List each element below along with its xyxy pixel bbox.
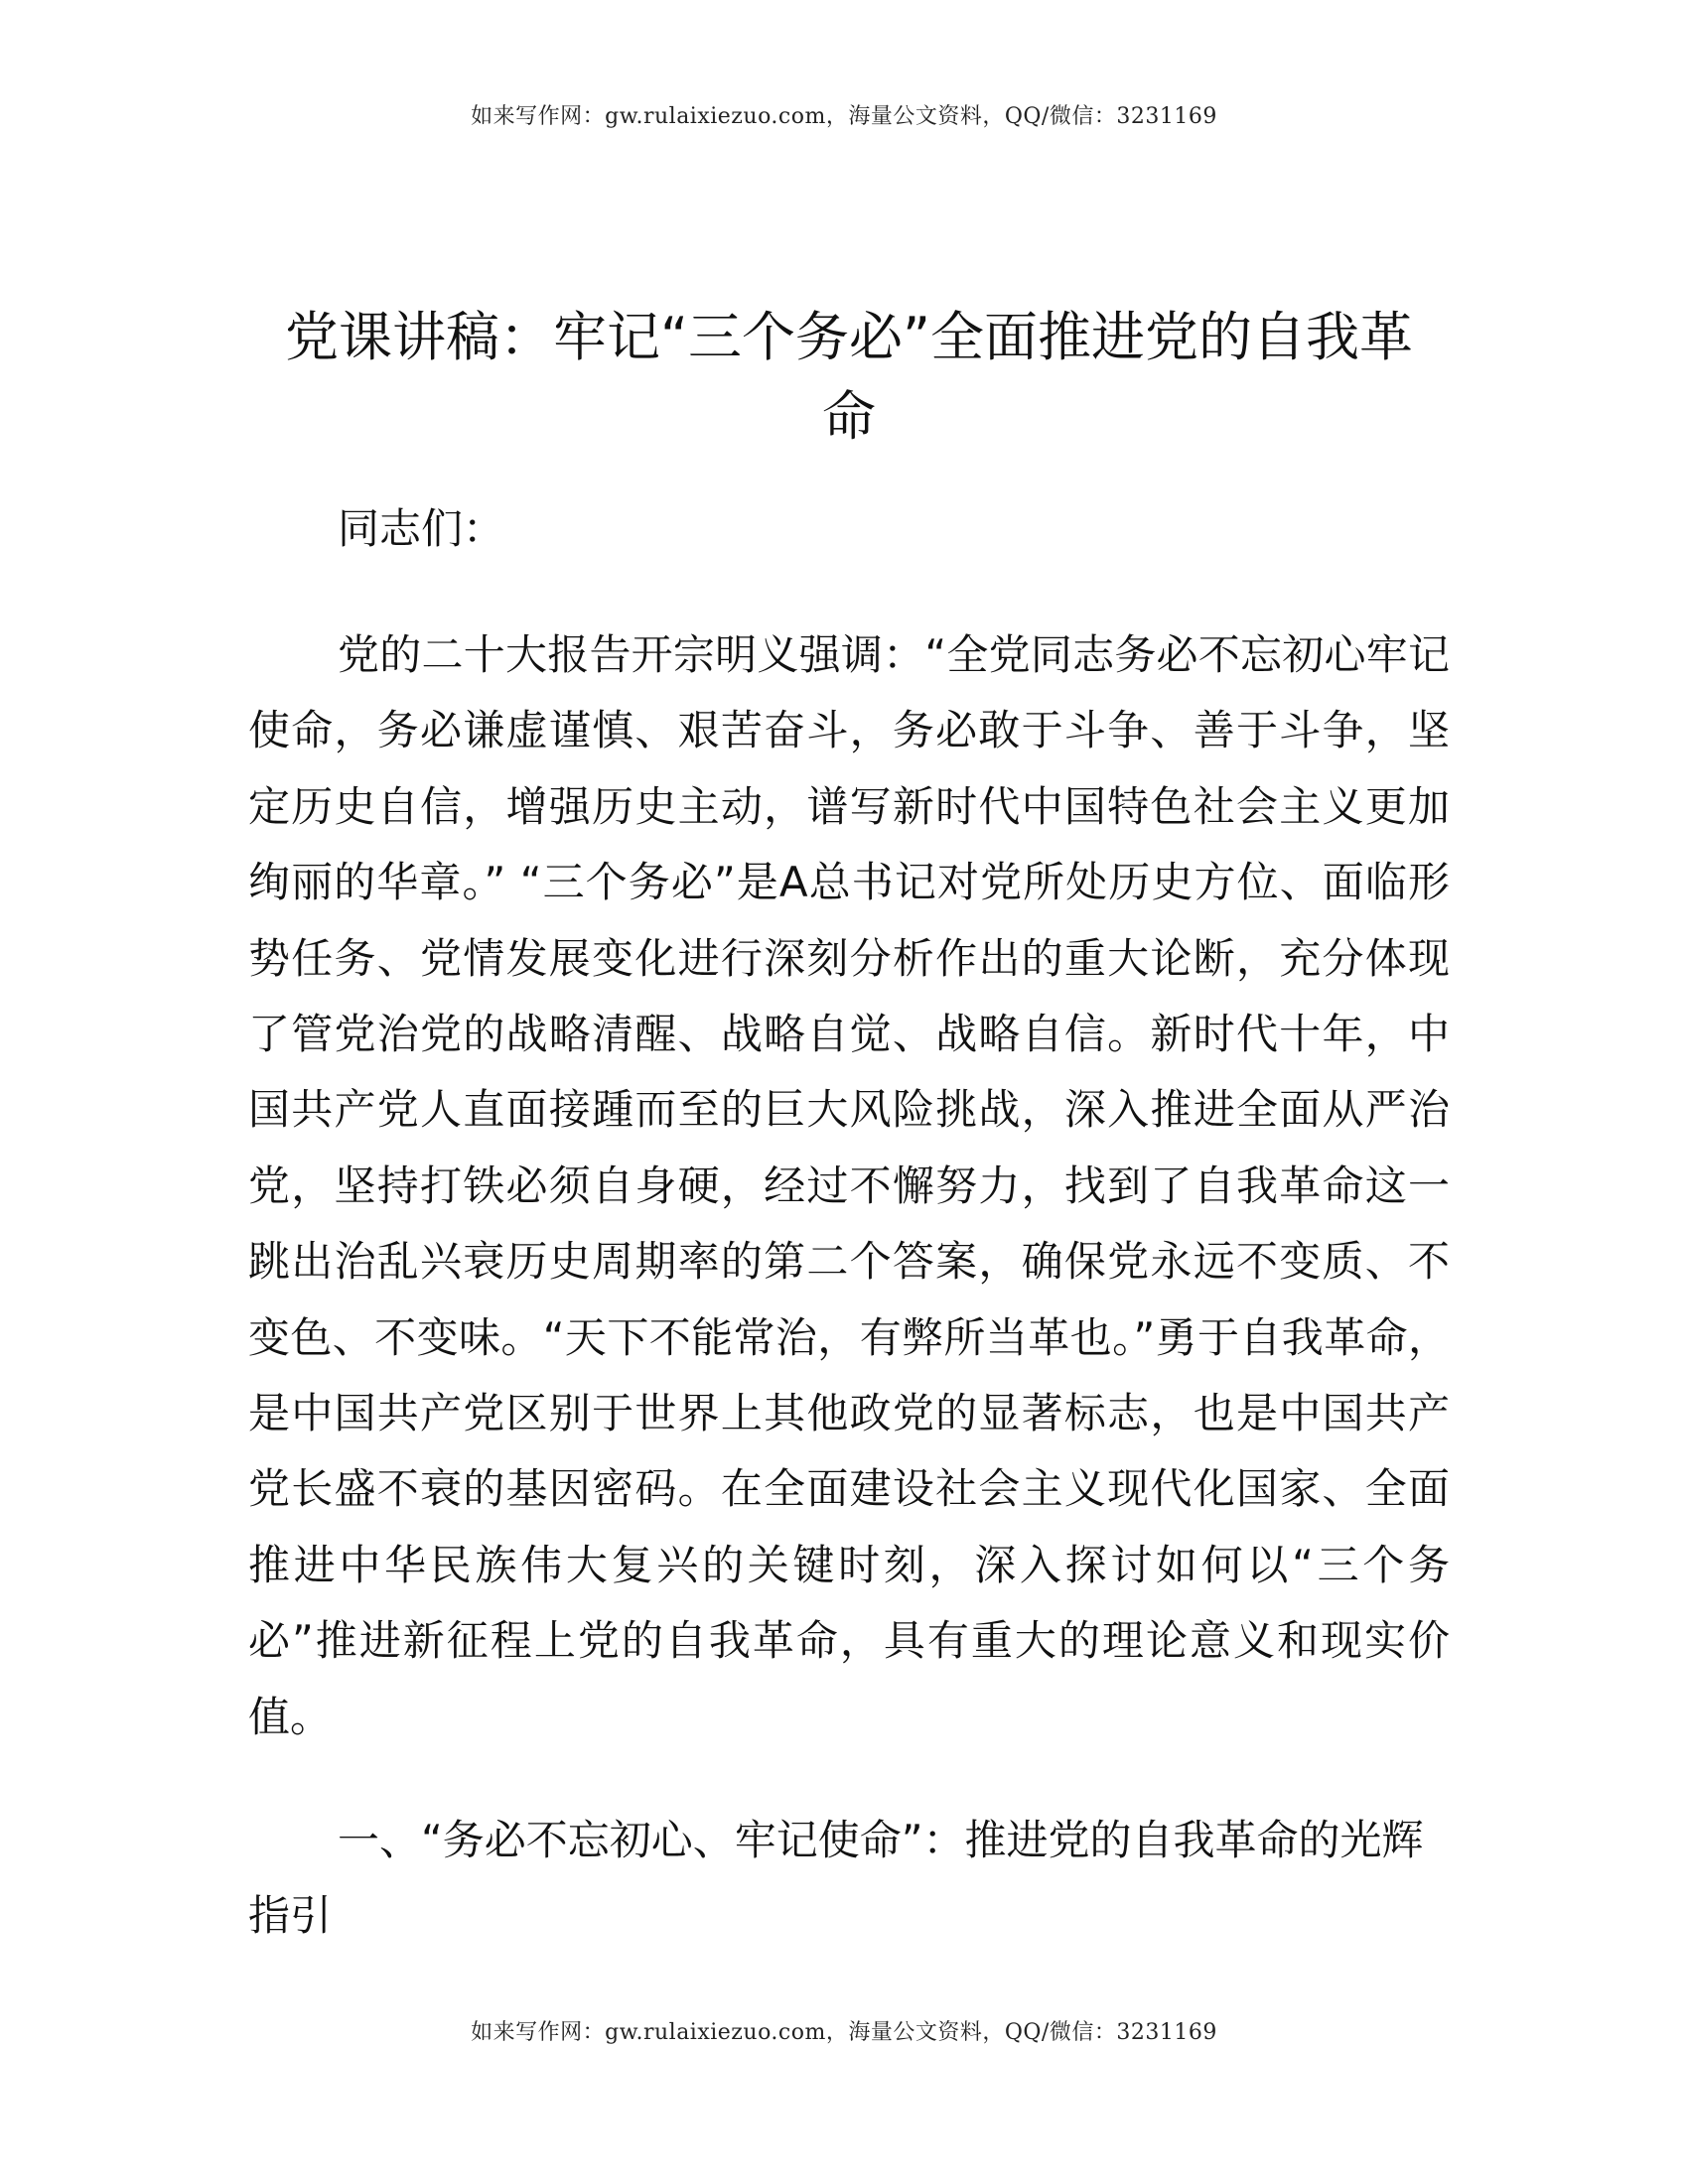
page-header: 如来写作网：gw.rulaixiezuo.com，海量公文资料，QQ/微信：3231169 <box>471 104 1217 129</box>
section-heading: 一、“务必不忘初心、牢记使命”：推进党的自我革命的光辉指引 <box>248 1816 1424 1941</box>
salutation: 同志们： <box>338 504 505 553</box>
document-title: 党课讲稿：牢记“三个务必”全面推进党的自我革命 <box>285 306 1413 448</box>
body-paragraph: 党的二十大报告开宗明义强调：“全党同志务必不忘初心牢记使命，务必谦虚谨慎、艰苦奋斗，务必敢于斗争、善于斗争，坚定历史自信，增强历史主动，谱写新时代中国特色社会主义更加绚丽的华章。” “三个务必”是A总书记对党所处历史方位、面临形势任务、党情发展变化进行深刻分析作出的重大论断，充分体现了管党治党的战略清醒、战略自觉、战略自信。新时代十年，中国共产党人直面接踵而至的巨大风险挑战，深入推进全面从严治党，坚持打铁必须自身硬，经过不懈努力，找到了自我革命这一跳出治乱兴衰历史周期率的第二个答案，确保党永远不变质、不变色、不变味。“天下不能常治，有弊所当革也。”勇于自我革命，是中国共产党区别于世界上其他政党的显著标志，也是中国共产党长盛不衰的基因密码。在全面建设社会主义现代化国家、全面推进中华民族伟大复兴的关键时刻，深入探讨如何以“三个务必”推进新征程上党的自我革命，具有重大的理论意义和现实价值。 <box>248 630 1450 1741</box>
document-body <box>248 298 1450 1954</box>
page-footer: 如来写作网：gw.rulaixiezuo.com，海量公文资料，QQ/微信：3231169 <box>471 2020 1217 2045</box>
